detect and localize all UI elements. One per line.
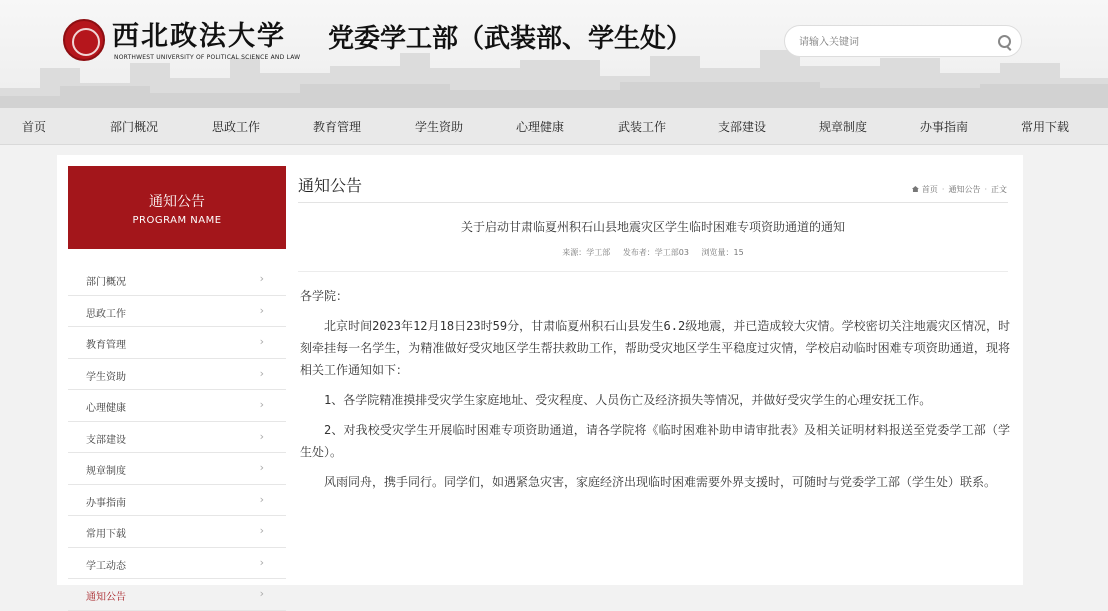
sidebar-item-label: 思政工作 xyxy=(86,308,126,320)
content-area xyxy=(57,155,1023,603)
chevron-right-icon: › xyxy=(259,429,264,443)
article-paragraph: 2、对我校受灾学生开展临时困难专项资助通道，请各学院将《临时困难补助申请审批表》及相关证明材料报送至党委学工部（学生处）。 xyxy=(300,423,1010,459)
article-views: 浏览量：15 xyxy=(701,248,744,257)
breadcrumb-home[interactable]: 首页 xyxy=(921,185,938,194)
breadcrumb-notices[interactable]: 通知公告 xyxy=(948,185,981,194)
nav-item-rules[interactable]: 规章制度 xyxy=(819,120,868,134)
article-paragraph: 北京时间2023年12月18日23时59分，甘肃临夏州积石山县发生6.2级地震，并已造成较大灾情。学校密切关注地震灾区情况，时刻牵挂每一名学生，为精准做好受灾地区学生帮扶救助工作，帮助受灾地区学生平稳度过灾情，学校启动临时困难专项资助通道，现将相关工作通知如下： xyxy=(300,319,1010,377)
article-paragraph: 风雨同舟，携手同行。同学们，如遇紧急灾害，家庭经济出现临时困难需要外界支援时，可随时与党委学工部（学生处）联系。 xyxy=(324,475,997,489)
sidebar-item-label: 支部建设 xyxy=(86,434,126,446)
site-header xyxy=(0,0,1108,108)
sidebar-item-news[interactable] xyxy=(68,548,286,580)
home-icon xyxy=(912,186,919,192)
sidebar-header xyxy=(68,166,286,249)
sidebar-item-aid[interactable] xyxy=(68,359,286,391)
nav-item-mental-health[interactable]: 心理健康 xyxy=(516,120,565,134)
article-source: 来源：学工部 xyxy=(562,248,611,257)
chevron-right-icon: › xyxy=(259,335,264,348)
breadcrumb-separator: · xyxy=(941,185,945,194)
sidebar-item-mental-health[interactable] xyxy=(68,390,286,422)
article-paragraph: 1、各学院精准摸排受灾学生家庭地址、受灾程度、人员伤亡及经济损失等情况，并做好受灾学生的心理安抚工作。 xyxy=(324,393,932,407)
sidebar-item-education[interactable] xyxy=(68,327,286,359)
sidebar-item-label: 办事指南 xyxy=(86,497,126,509)
nav-item-education[interactable]: 教育管理 xyxy=(313,120,362,134)
nav-item-guide[interactable]: 办事指南 xyxy=(920,120,969,134)
nav-item-armed[interactable]: 武装工作 xyxy=(618,120,667,134)
chevron-right-icon: › xyxy=(259,366,264,380)
breadcrumb-separator: · xyxy=(984,185,987,194)
nav-item-home[interactable]: 首页 xyxy=(22,120,47,134)
sidebar-item-label: 学工动态 xyxy=(86,560,126,572)
sidebar-item-label: 教育管理 xyxy=(86,340,126,351)
university-name-en: NORTHWEST UNIVERSITY OF POLITICAL SCIENCE AND LAW xyxy=(114,54,301,61)
nav-item-downloads[interactable]: 常用下载 xyxy=(1021,120,1070,134)
sidebar-subtitle: PROGRAM NAME xyxy=(132,215,222,226)
section-title: 通知公告 xyxy=(298,176,363,195)
chevron-right-icon: › xyxy=(259,272,264,285)
chevron-right-icon: › xyxy=(259,398,264,411)
sidebar-item-ideology[interactable] xyxy=(68,296,286,328)
sidebar-item-label: 通知公告 xyxy=(86,592,126,603)
chevron-right-icon: › xyxy=(259,492,264,506)
sidebar-item-label: 学生资助 xyxy=(86,371,126,383)
main-nav xyxy=(0,108,1108,145)
department-title: 党委学工部（武装部、学生处） xyxy=(328,24,693,54)
nav-item-branch[interactable]: 支部建设 xyxy=(718,120,767,134)
university-seal-icon[interactable] xyxy=(63,19,105,61)
nav-item-overview[interactable]: 部门概况 xyxy=(110,120,159,134)
breadcrumb-current: 正文 xyxy=(991,185,1007,194)
article-body xyxy=(300,285,1010,501)
chevron-right-icon: › xyxy=(259,303,264,317)
search-box[interactable] xyxy=(784,25,1022,57)
search-input[interactable] xyxy=(797,32,991,52)
chevron-right-icon: › xyxy=(259,587,264,600)
article-meta xyxy=(298,247,1008,258)
sidebar-menu xyxy=(68,264,286,611)
sidebar-item-label: 部门概况 xyxy=(86,277,126,288)
university-name[interactable]: 西北政法大学 xyxy=(112,21,286,52)
sidebar-item-notices[interactable] xyxy=(68,579,286,611)
sidebar-item-guide[interactable] xyxy=(68,485,286,517)
nav-item-aid[interactable]: 学生资助 xyxy=(415,120,464,134)
article-publisher: 发布者：学工部03 xyxy=(622,248,689,257)
sidebar-item-overview[interactable] xyxy=(68,264,286,296)
divider xyxy=(298,202,1008,203)
breadcrumb xyxy=(912,184,1007,195)
sidebar-item-label: 规章制度 xyxy=(86,466,126,477)
chevron-right-icon: › xyxy=(259,555,264,569)
nav-item-ideology[interactable]: 思政工作 xyxy=(212,120,261,134)
sidebar-title: 通知公告 xyxy=(149,194,205,210)
article-title: 关于启动甘肃临夏州积石山县地震灾区学生临时困难专项资助通道的通知 xyxy=(460,220,845,234)
sidebar-item-label: 常用下载 xyxy=(86,529,126,540)
chevron-right-icon: › xyxy=(259,461,264,474)
article-salutation: 各学院： xyxy=(300,289,349,303)
sidebar-item-downloads[interactable] xyxy=(68,516,286,548)
sidebar-item-label: 心理健康 xyxy=(86,403,126,414)
sidebar-item-rules[interactable] xyxy=(68,453,286,485)
chevron-right-icon: › xyxy=(259,524,264,537)
sidebar-item-branch[interactable] xyxy=(68,422,286,454)
divider xyxy=(298,271,1008,272)
search-icon[interactable] xyxy=(998,35,1011,48)
